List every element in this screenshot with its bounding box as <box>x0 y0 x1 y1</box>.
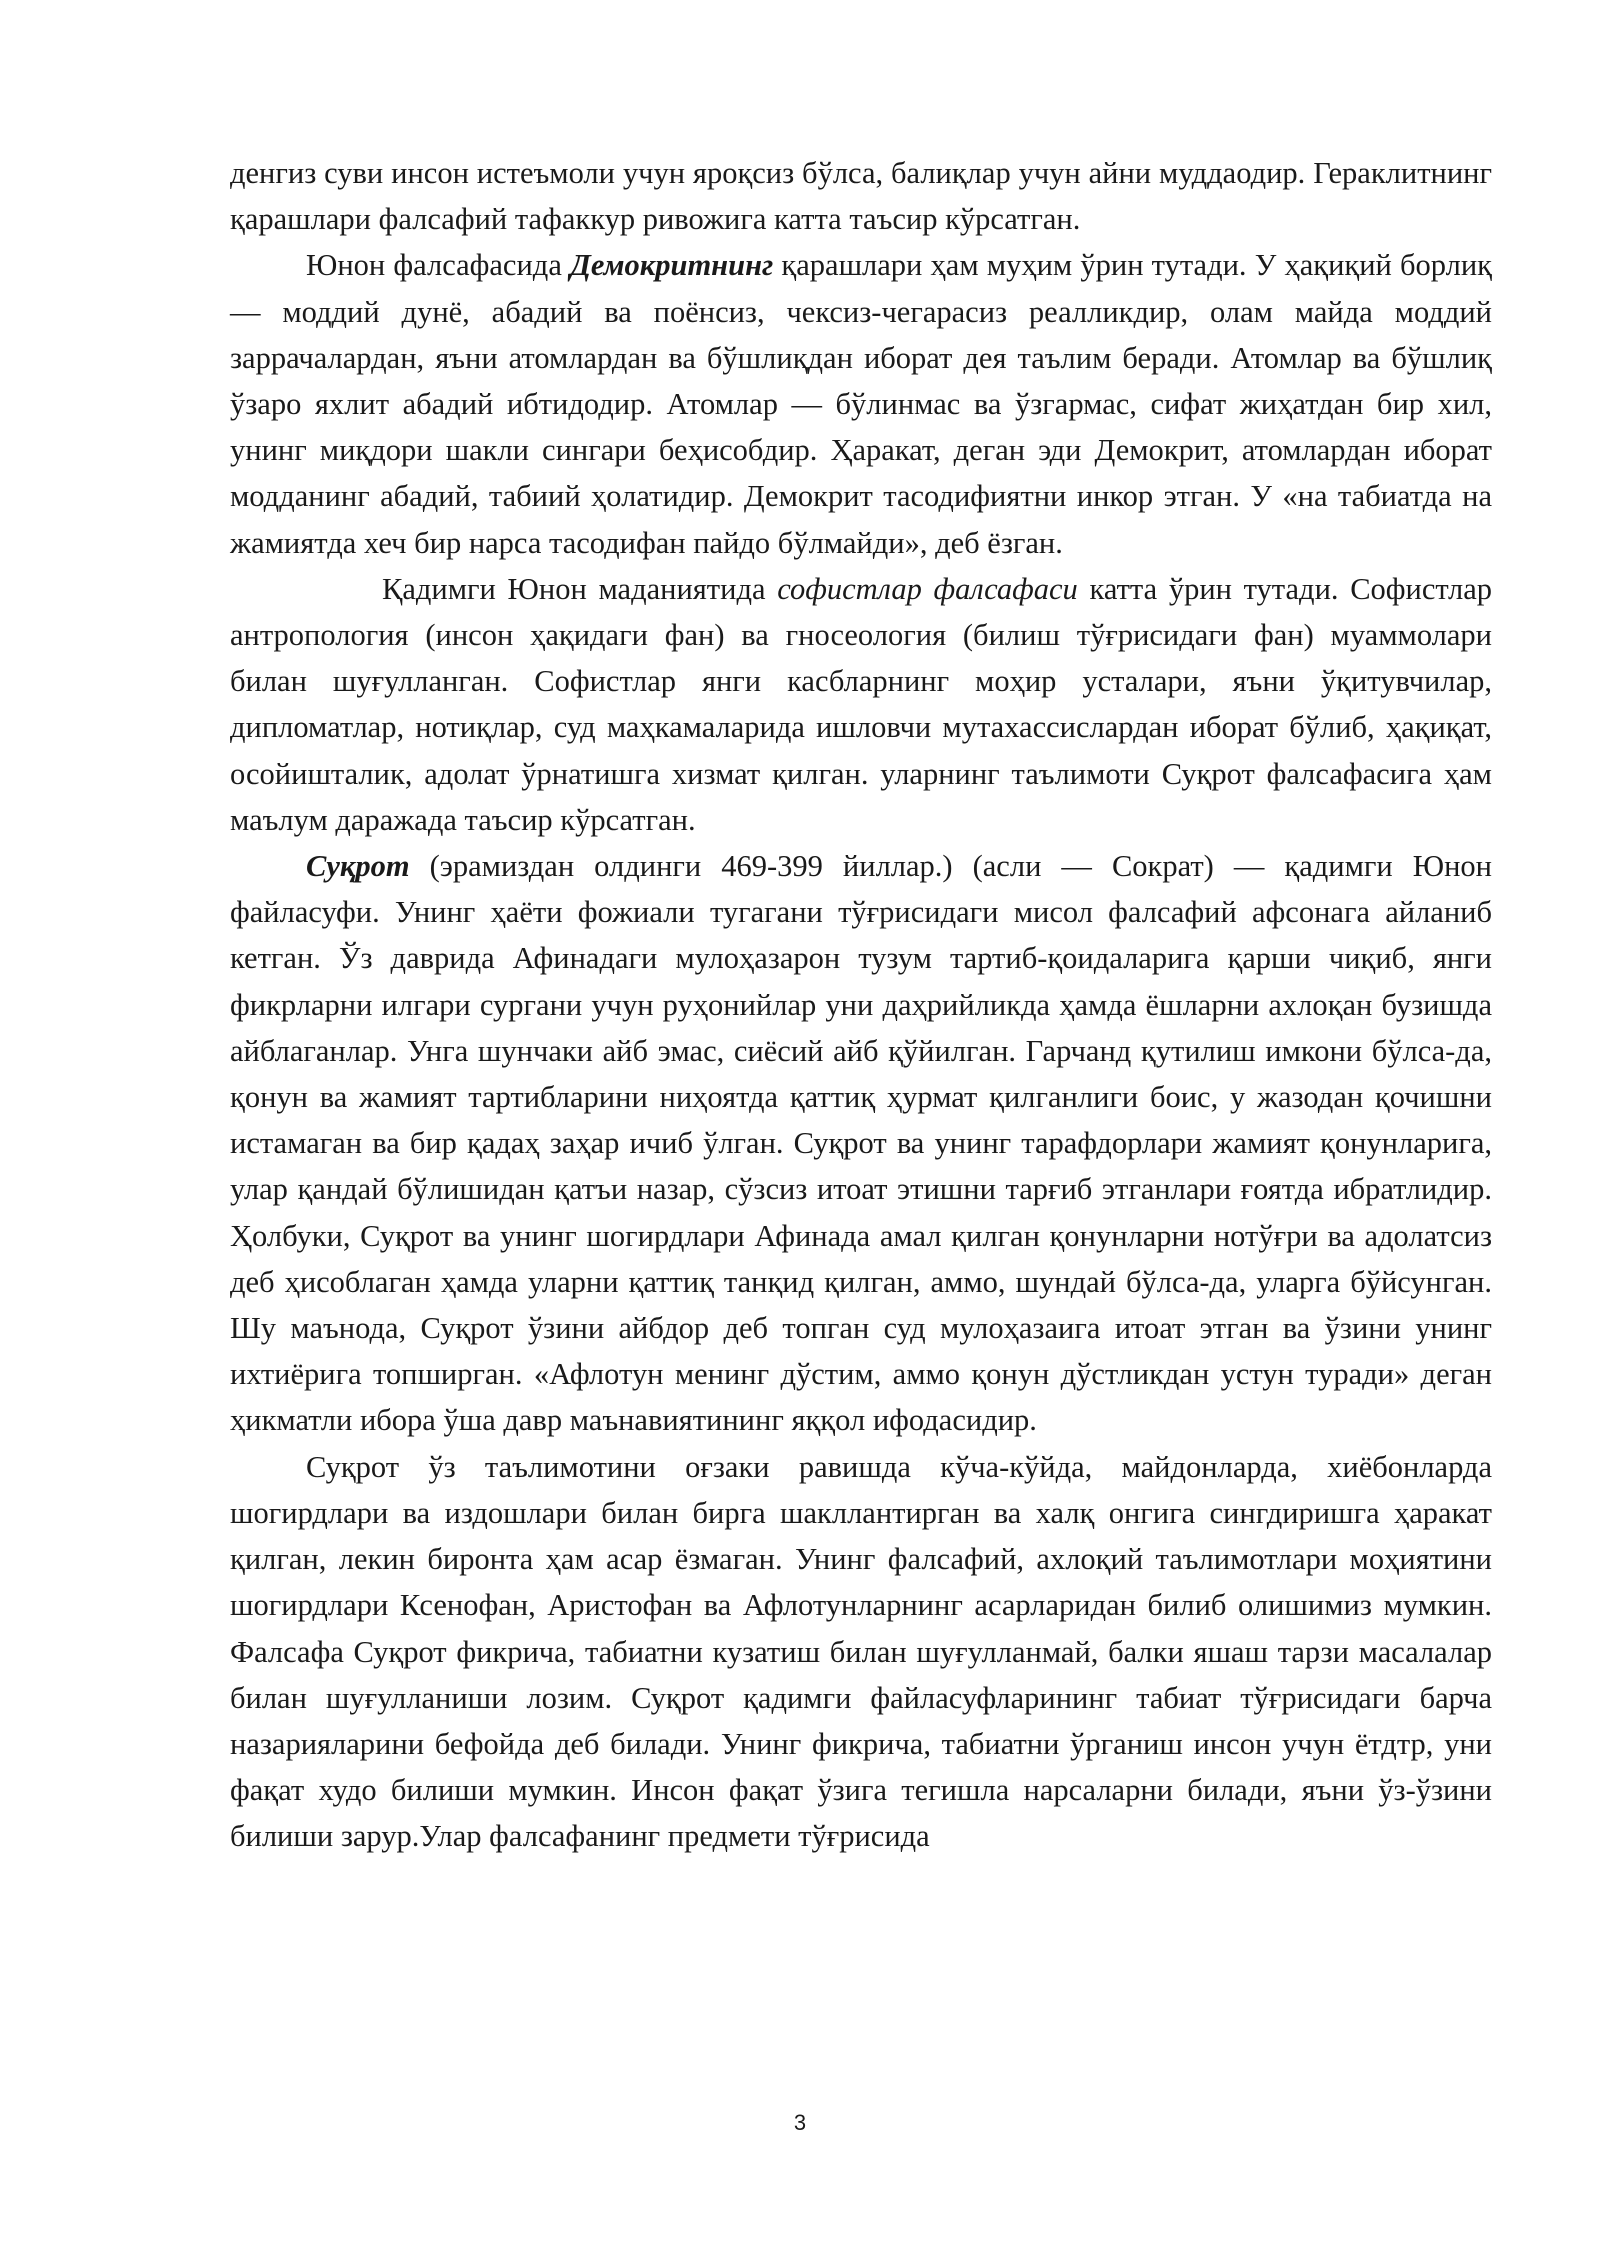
paragraph-text: катта ўрин тутади. Софистлар антропология (инсон ҳақидаги фан) ва гносеология (билиш тўғрисидаги фан) муаммолари билан шуғулланган. Софистлар янги касбларнинг моҳир усталари, яъни ўқитувчилар, дипломатлар, нотиқлар, суд маҳкамаларида ишловчи мутахассислардан иборат бўлиб, ҳақиқат, осойишталик, адолат ўрнатишга хизмат қилган. уларнинг таълимоти Суқрот фалсафасига ҳам маълум даражада таъсир кўрсатган. <box>230 571 1492 837</box>
document-page <box>230 150 1492 1860</box>
emphasis-sophists: софистлар фалсафаси <box>777 571 1078 606</box>
paragraph-lead: Юнон фалсафасида <box>306 248 571 283</box>
emphasis-socrates: Суқрот <box>306 849 410 884</box>
paragraph-sophists <box>230 566 1492 843</box>
paragraph-text: қарашлари ҳам муҳим ўрин тутади. У ҳақиқий борлиқ — моддий дунё, абадий ва поёнсиз, чексиз-чегарасиз реалликдир, олам майда моддий заррачалардан, яъни атомлардан ва бўшлиқдан иборат дея таълим беради. Атомлар ва бўшлиқ ўзаро яхлит абадий ибтидодир. Атомлар — бўлинмас ва ўзгармас, сифат жиҳатдан бир хил, унинг миқдори шакли сингари беҳисобдир. Ҳаракат, деган эди Демокрит, атомлардан иборат модданинг абадий, табиий ҳолатидир. Демокрит тасодифиятни инкор этган. У «на табиатда на жамиятда хеч бир нарса тасодифан пайдо бўлмайди», деб ёзган. <box>230 248 1492 560</box>
paragraph-socrates <box>230 843 1492 1444</box>
paragraph-heraclitus-end <box>230 150 1492 242</box>
emphasis-democritus: Демокритнинг <box>570 248 774 283</box>
paragraph-lead: Қадимги Юнон маданиятида <box>382 571 778 606</box>
paragraph-text: денгиз суви инсон истеъмоли учун яроқсиз бўлса, балиқлар учун айни муддаодир. Гераклитнинг қарашлари фалсафий тафаккур ривожига катта таъсир кўрсатган. <box>230 156 1492 237</box>
paragraph-text: (эрамиздан олдинги 469-399 йиллар.) (асли — Сократ) — қадимги Юнон файласуфи. Унинг ҳаёти фожиали тугагани тўғрисидаги мисол фалсафий афсонага айланиб кетган. Ўз даврида Афинадаги мулоҳазарон тузум тартиб-қоидаларига қарши чиқиб, янги фикрларни илгари сургани учун руҳонийлар уни даҳрийликда ҳамда ёшларни ахлоқан бузишда айблаганлар. Унга шунчаки айб эмас, сиёсий айб қўйилган. Гарчанд қутилиш имкони бўлса-да, қонун ва жамият тартибларини ниҳоятда қаттиқ ҳурмат қилганлиги боис, у жазодан қочишни истамаган ва бир қадаҳ заҳар ичиб ўлган. Суқрот ва унинг тарафдорлари жамият қонунларига, улар қандай бўлишидан қатъи назар, сўзсиз итоат этишни тарғиб этганлари ғоятда ибратлидир. Ҳолбуки, Суқрот ва унинг шогирдлари Афинада амал қилган қонунларни нотўғри ва адолатсиз деб ҳисоблаган ҳамда уларни қаттиқ танқид қилган, аммо, шундай бўлса-да, уларга бўйсунган. Шу маънода, Суқрот ўзини айбдор деб топган суд мулоҳазаига итоат этган ва ўзини унинг ихтиёрига топширган. «Афлотун менинг дўстим, аммо қонун дўстликдан устун туради» деган ҳикматли ибора ўша давр маънавиятининг яққол ифодасидир. <box>230 849 1492 1438</box>
paragraph-text: Суқрот ўз таълимотини оғзаки равишда кўча-кўйда, майдонларда, хиёбонларда шогирдлари ва издошлари билан бирга шакллантирган ва халқ онгига сингдиришга ҳаракат қилган, лекин биронта ҳам асар ёзмаган. Унинг фалсафий, ахлоқий таълимотлари моҳиятини шогирдлари Ксенофан, Аристофан ва Афлотунларнинг асарларидан билиб олишимиз мумкин. Фалсафа Суқрот фикрича, табиатни кузатиш билан шуғулланмай, балки яшаш тарзи масалалар билан шуғулланиши лозим. Суқрот қадимги файласуфларининг табиат тўғрисидаги барча назарияларини бефойда деб билади. Унинг фикрича, табиатни ўрганиш инсон учун ётдтр, уни фақат худо билиши мумкин. Инсон фақат ўзига тегишла нарсаларни билади, яъни ўз-ўзини билиши зарур.Улар фалсафанинг предмети тўғрисида <box>230 1449 1492 1854</box>
paragraph-democritus <box>230 242 1492 565</box>
paragraph-socrates-teaching <box>230 1444 1492 1860</box>
page-number: 3 <box>793 2110 807 2135</box>
